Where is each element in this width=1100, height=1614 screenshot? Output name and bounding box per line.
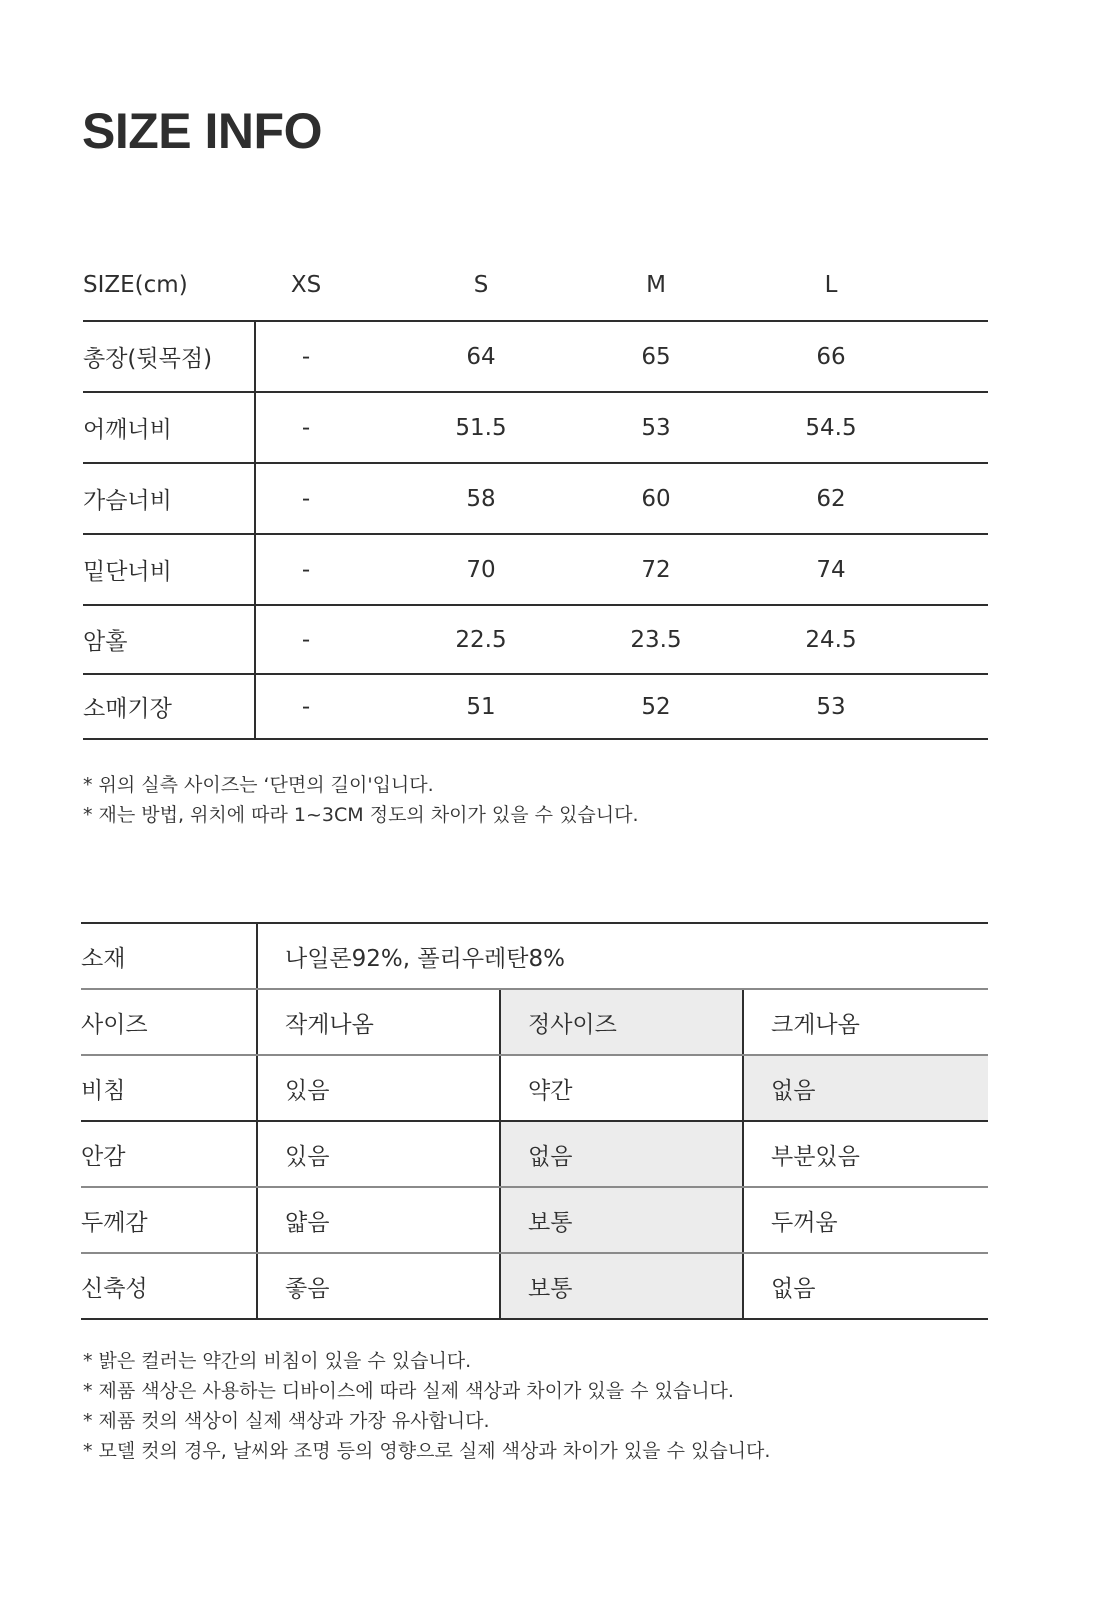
row-label: 총장(뒷목점) [83,322,256,391]
material-notes [83,1346,770,1466]
row-label: 밑단너비 [83,535,256,604]
material-row [81,924,988,990]
table-row [83,535,988,606]
page-title: SIZE INFO [82,103,322,159]
fit-row [81,990,988,1056]
cell-s: 22.5 [455,626,507,653]
option-cell-selected: 없음 [744,1056,988,1120]
cell-l: 74 [816,556,846,583]
header-m: M [646,272,666,298]
cell-l: 66 [816,343,846,370]
cell-l: 54.5 [805,414,857,441]
cell-s: 51.5 [455,414,507,441]
size-notes [83,770,639,830]
cell-m: 60 [641,485,671,512]
option-cell: 있음 [258,1056,501,1120]
header-size-unit: SIZE(cm) [83,272,188,298]
option-cell: 얇음 [258,1188,501,1252]
cell-s: 70 [466,556,496,583]
row-label: 안감 [81,1122,258,1186]
note-line: * 제품 색상은 사용하는 디바이스에 따라 실제 색상과 차이가 있을 수 있습니다. [83,1380,734,1402]
cell-xs: - [301,343,311,370]
note-line: * 재는 방법, 위치에 따라 1~3CM 정도의 차이가 있을 수 있습니다. [83,804,639,826]
cell-xs: - [301,485,311,512]
option-cell-selected: 보통 [501,1254,744,1318]
cell-xs: - [301,414,311,441]
row-label: 어깨너비 [83,393,256,462]
lining-row [81,1122,988,1188]
sheerness-row [81,1056,988,1122]
cell-xs: - [301,693,311,720]
table-row [83,675,988,740]
cell-s: 58 [466,485,496,512]
option-cell: 없음 [771,1275,816,1302]
row-label: 암홀 [83,606,256,673]
cell-xs: - [301,556,311,583]
row-label: 두께감 [81,1188,258,1252]
option-cell: 부분있음 [771,1143,860,1170]
size-table [83,250,988,740]
note-line: * 위의 실측 사이즈는 ‘단면의 길이'입니다. [83,774,434,796]
material-label: 소재 [81,924,258,988]
thickness-row [81,1188,988,1254]
material-value: 나일론92%, 폴리우레탄8% [285,945,565,972]
header-l: L [824,272,838,298]
row-label: 신축성 [81,1254,258,1318]
table-row [83,393,988,464]
row-label: 사이즈 [81,990,258,1054]
table-row [83,464,988,535]
option-cell: 작게나옴 [258,990,501,1054]
row-label: 비침 [81,1056,258,1120]
cell-l: 62 [816,485,846,512]
cell-l: 24.5 [805,626,857,653]
option-cell: 있음 [258,1122,501,1186]
cell-m: 53 [641,414,671,441]
header-s: S [473,272,489,298]
cell-s: 64 [466,343,496,370]
material-table [81,922,988,1320]
table-row [83,322,988,393]
row-label: 소매기장 [83,675,256,738]
option-cell-selected: 정사이즈 [501,990,744,1054]
note-line: * 밝은 컬러는 약간의 비침이 있을 수 있습니다. [83,1350,472,1372]
stretch-row [81,1254,988,1320]
option-cell-selected: 없음 [501,1122,744,1186]
note-line: * 모델 컷의 경우, 날씨와 조명 등의 영향으로 실제 색상과 차이가 있을 수 있습니다. [83,1440,771,1462]
cell-m: 72 [641,556,671,583]
cell-s: 51 [466,693,496,720]
cell-m: 52 [641,693,671,720]
cell-m: 65 [641,343,671,370]
row-label: 가슴너비 [83,464,256,533]
option-cell-selected: 보통 [501,1188,744,1252]
option-cell: 약간 [501,1056,744,1120]
table-row [83,606,988,675]
note-line: * 제품 컷의 색상이 실제 색상과 가장 유사합니다. [83,1410,490,1432]
cell-m: 23.5 [630,626,682,653]
option-cell: 크게나옴 [771,1011,860,1038]
size-table-header [83,250,988,322]
header-xs: XS [290,272,322,298]
cell-l: 53 [816,693,846,720]
option-cell: 좋음 [258,1254,501,1318]
option-cell: 두꺼움 [771,1209,838,1236]
cell-xs: - [301,626,311,653]
